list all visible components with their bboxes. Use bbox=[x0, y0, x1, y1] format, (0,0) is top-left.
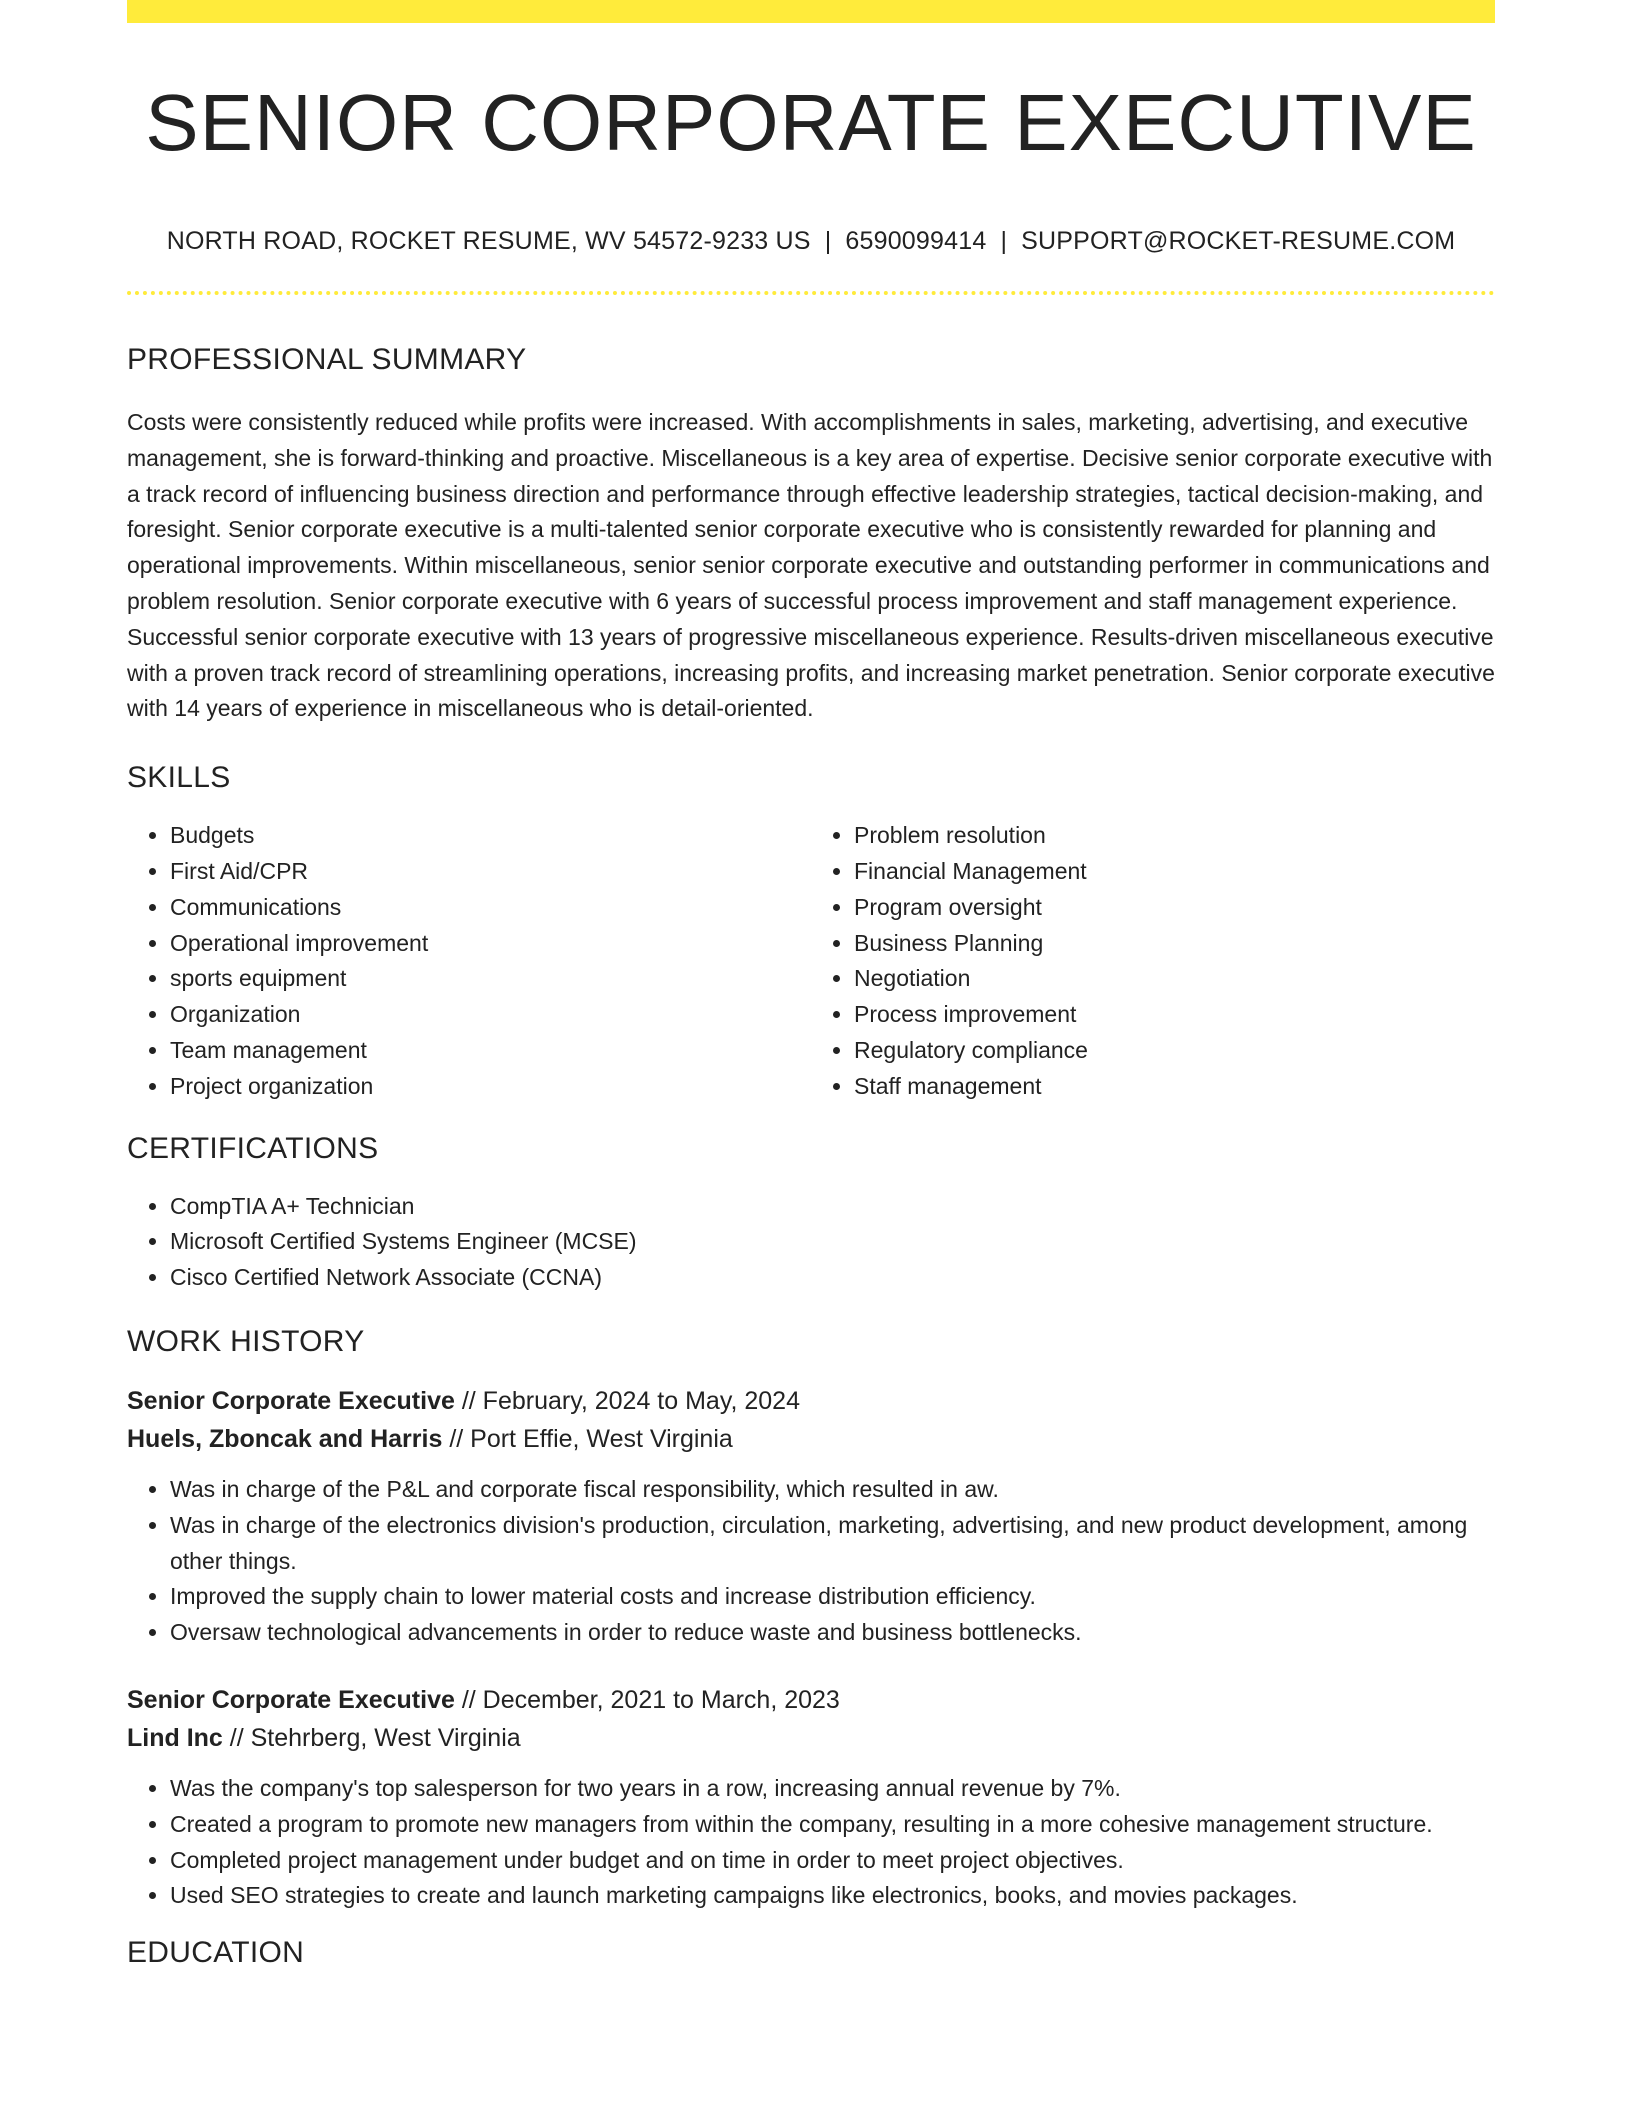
job-role-line bbox=[127, 1681, 1495, 1719]
job-location: // Port Effie, West Virginia bbox=[442, 1424, 733, 1453]
certifications-heading: CERTIFICATIONS bbox=[127, 1131, 379, 1165]
job-entry bbox=[127, 1681, 1495, 1914]
top-accent-bar bbox=[127, 0, 1495, 23]
skills-list-right bbox=[811, 818, 1495, 1104]
job-role: Senior Corporate Executive bbox=[127, 1685, 455, 1714]
job-bullet: • Improved the supply chain to lower material costs and increase distribution efficiency. bbox=[170, 1579, 1495, 1615]
skill-item: • Budgets bbox=[170, 818, 811, 854]
dotted-divider bbox=[127, 291, 1495, 295]
skills-heading: SKILLS bbox=[127, 761, 231, 795]
job-role-line bbox=[127, 1382, 1495, 1420]
skill-item: • Problem resolution bbox=[854, 818, 1495, 854]
skill-item: • Program oversight bbox=[854, 890, 1495, 926]
certification-item: • Microsoft Certified Systems Engineer (MCSE) bbox=[170, 1224, 1495, 1260]
resume-page bbox=[127, 0, 1495, 1968]
job-bullet: • Was in charge of the P&L and corporate fiscal responsibility, which resulted in aw. bbox=[170, 1472, 1495, 1508]
job-bullet: • Was in charge of the electronics division's production, circulation, marketing, advertising, and new product development, among other things. bbox=[170, 1508, 1495, 1580]
job-bullet: • Used SEO strategies to create and launch marketing campaigns like electronics, books, and movies packages. bbox=[170, 1878, 1495, 1914]
skill-item: • Process improvement bbox=[854, 997, 1495, 1033]
job-bullet: • Completed project management under budget and on time in order to meet project objectives. bbox=[170, 1843, 1495, 1879]
skill-item: • Communications bbox=[170, 890, 811, 926]
job-company: Huels, Zboncak and Harris bbox=[127, 1424, 443, 1453]
skill-item: • Operational improvement bbox=[170, 926, 811, 962]
skills-list-left bbox=[127, 818, 811, 1104]
certifications-list bbox=[127, 1189, 1495, 1296]
skill-item: • Project organization bbox=[170, 1069, 811, 1105]
job-bullet: • Was the company's top salesperson for two years in a row, increasing annual revenue by 7%. bbox=[170, 1771, 1495, 1807]
skill-item: • Team management bbox=[170, 1033, 811, 1069]
job-company: Lind Inc bbox=[127, 1723, 223, 1752]
certification-item: • CompTIA A+ Technician bbox=[170, 1189, 1495, 1225]
skills-columns bbox=[127, 818, 1495, 1104]
skill-item: • Regulatory compliance bbox=[854, 1033, 1495, 1069]
skill-item: • Negotiation bbox=[854, 961, 1495, 997]
contact-separator: | bbox=[824, 227, 832, 255]
job-entry bbox=[127, 1382, 1495, 1651]
contact-email: SUPPORT@ROCKET-RESUME.COM bbox=[1021, 227, 1456, 255]
job-role: Senior Corporate Executive bbox=[127, 1386, 455, 1415]
skill-item: • Business Planning bbox=[854, 926, 1495, 962]
job-bullet: • Oversaw technological advancements in order to reduce waste and business bottlenecks. bbox=[170, 1615, 1495, 1651]
contact-phone: 6590099414 bbox=[845, 227, 987, 255]
summary-text: Costs were consistently reduced while profits were increased. With accomplishments in sales, marketing, advertising, and executive management, she is forward-thinking and proactive. Miscellaneous is a key area of expertise. Decisive senior corporate executive with a track record of influencing business direction and performance through effective leadership strategies, tactical decision-making, and foresight. Senior corporate executive is a multi-talented senior corporate executive who is consistently rewarded for planning and operational improvements. Within miscellaneous, senior senior corporate executive and outstanding performer in communications and problem resolution. Senior corporate executive with 6 years of successful process improvement and staff management experience. Successful senior corporate executive with 13 years of progressive miscellaneous experience. Results-driven miscellaneous executive with a proven track record of streamlining operations, increasing profits, and increasing market penetration. Senior corporate executive with 14 years of experience in miscellaneous who is detail-oriented. bbox=[127, 409, 1495, 722]
job-company-line bbox=[127, 1420, 1495, 1458]
job-company-line bbox=[127, 1719, 1495, 1757]
job-bullet-list bbox=[127, 1472, 1495, 1651]
job-dates: // February, 2024 to May, 2024 bbox=[454, 1386, 800, 1415]
job-bullet-list bbox=[127, 1771, 1495, 1914]
skill-item: • Staff management bbox=[854, 1069, 1495, 1105]
candidate-title: SENIOR CORPORATE EXECUTIVE bbox=[145, 78, 1477, 167]
skill-item: • First Aid/CPR bbox=[170, 854, 811, 890]
contact-address: NORTH ROAD, ROCKET RESUME, WV 54572-9233 US bbox=[166, 227, 811, 255]
skill-item: • Financial Management bbox=[854, 854, 1495, 890]
job-dates: // December, 2021 to March, 2023 bbox=[454, 1685, 840, 1714]
work-history-heading: WORK HISTORY bbox=[127, 1324, 365, 1358]
skill-item: • Organization bbox=[170, 997, 811, 1033]
education-heading: EDUCATION bbox=[127, 1936, 305, 1970]
contact-separator: | bbox=[1000, 227, 1008, 255]
skill-item: • sports equipment bbox=[170, 961, 811, 997]
job-bullet: • Created a program to promote new managers from within the company, resulting in a more cohesive management structure. bbox=[170, 1807, 1495, 1843]
certification-item: • Cisco Certified Network Associate (CCNA) bbox=[170, 1260, 1495, 1296]
summary-heading: PROFESSIONAL SUMMARY bbox=[127, 343, 527, 376]
job-location: // Stehrberg, West Virginia bbox=[222, 1723, 521, 1752]
contact-line bbox=[127, 229, 1495, 254]
